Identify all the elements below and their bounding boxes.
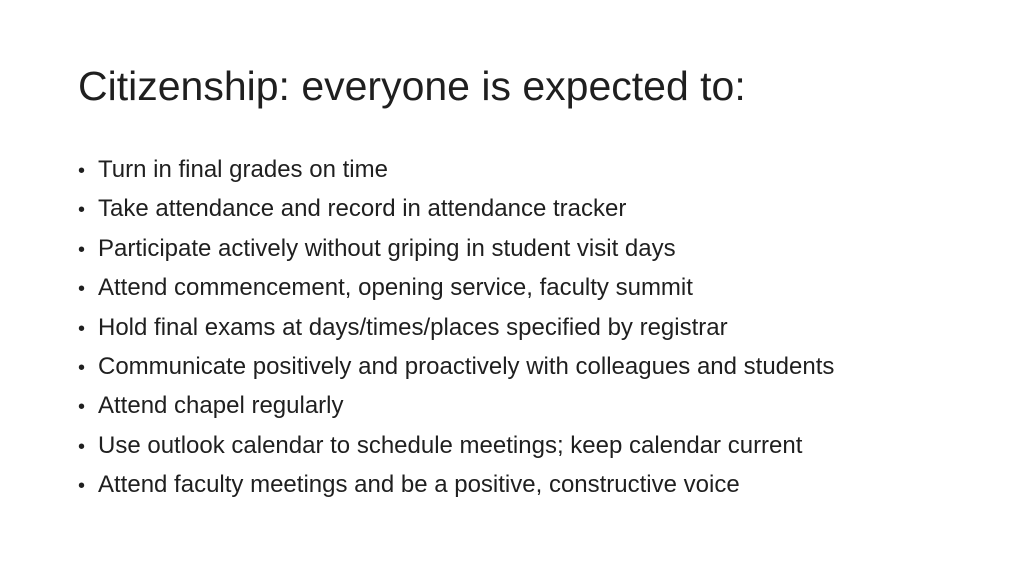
bullet-icon: • [78,356,86,379]
list-item-text: Communicate positively and proactively with colleagues and students [98,352,835,380]
list-item [78,426,998,465]
bullet-icon: • [78,278,86,301]
bullet-icon: • [78,199,86,222]
list-item-text: Attend commencement, opening service, faculty summit [98,274,693,302]
bullet-icon: • [78,317,86,340]
list-item-text: Hold final exams at days/times/places specified by registrar [98,313,728,341]
bullet-icon: • [78,396,86,419]
list-item [78,386,998,425]
bullet-icon: • [78,435,86,458]
list-item [78,268,998,307]
list-item-text: Turn in final grades on time [98,156,388,183]
slide-title: Citizenship: everyone is expected to: [78,63,746,109]
list-item [78,189,998,228]
bullet-list [78,150,998,505]
bullet-icon: • [78,238,86,261]
list-item-text: Attend chapel regularly [98,392,344,420]
list-item [78,465,998,504]
list-item [78,308,998,347]
list-item [78,150,998,189]
list-item-text: Attend faculty meetings and be a positive, constructive voice [98,471,740,499]
bullet-icon: • [78,475,86,498]
list-item-text: Take attendance and record in attendance tracker [98,195,627,223]
bullet-icon: • [78,160,86,182]
list-item [78,347,998,386]
list-item-text: Participate actively without griping in student visit days [98,234,676,262]
list-item-text: Use outlook calendar to schedule meetings; keep calendar current [98,431,803,459]
list-item [78,229,998,268]
